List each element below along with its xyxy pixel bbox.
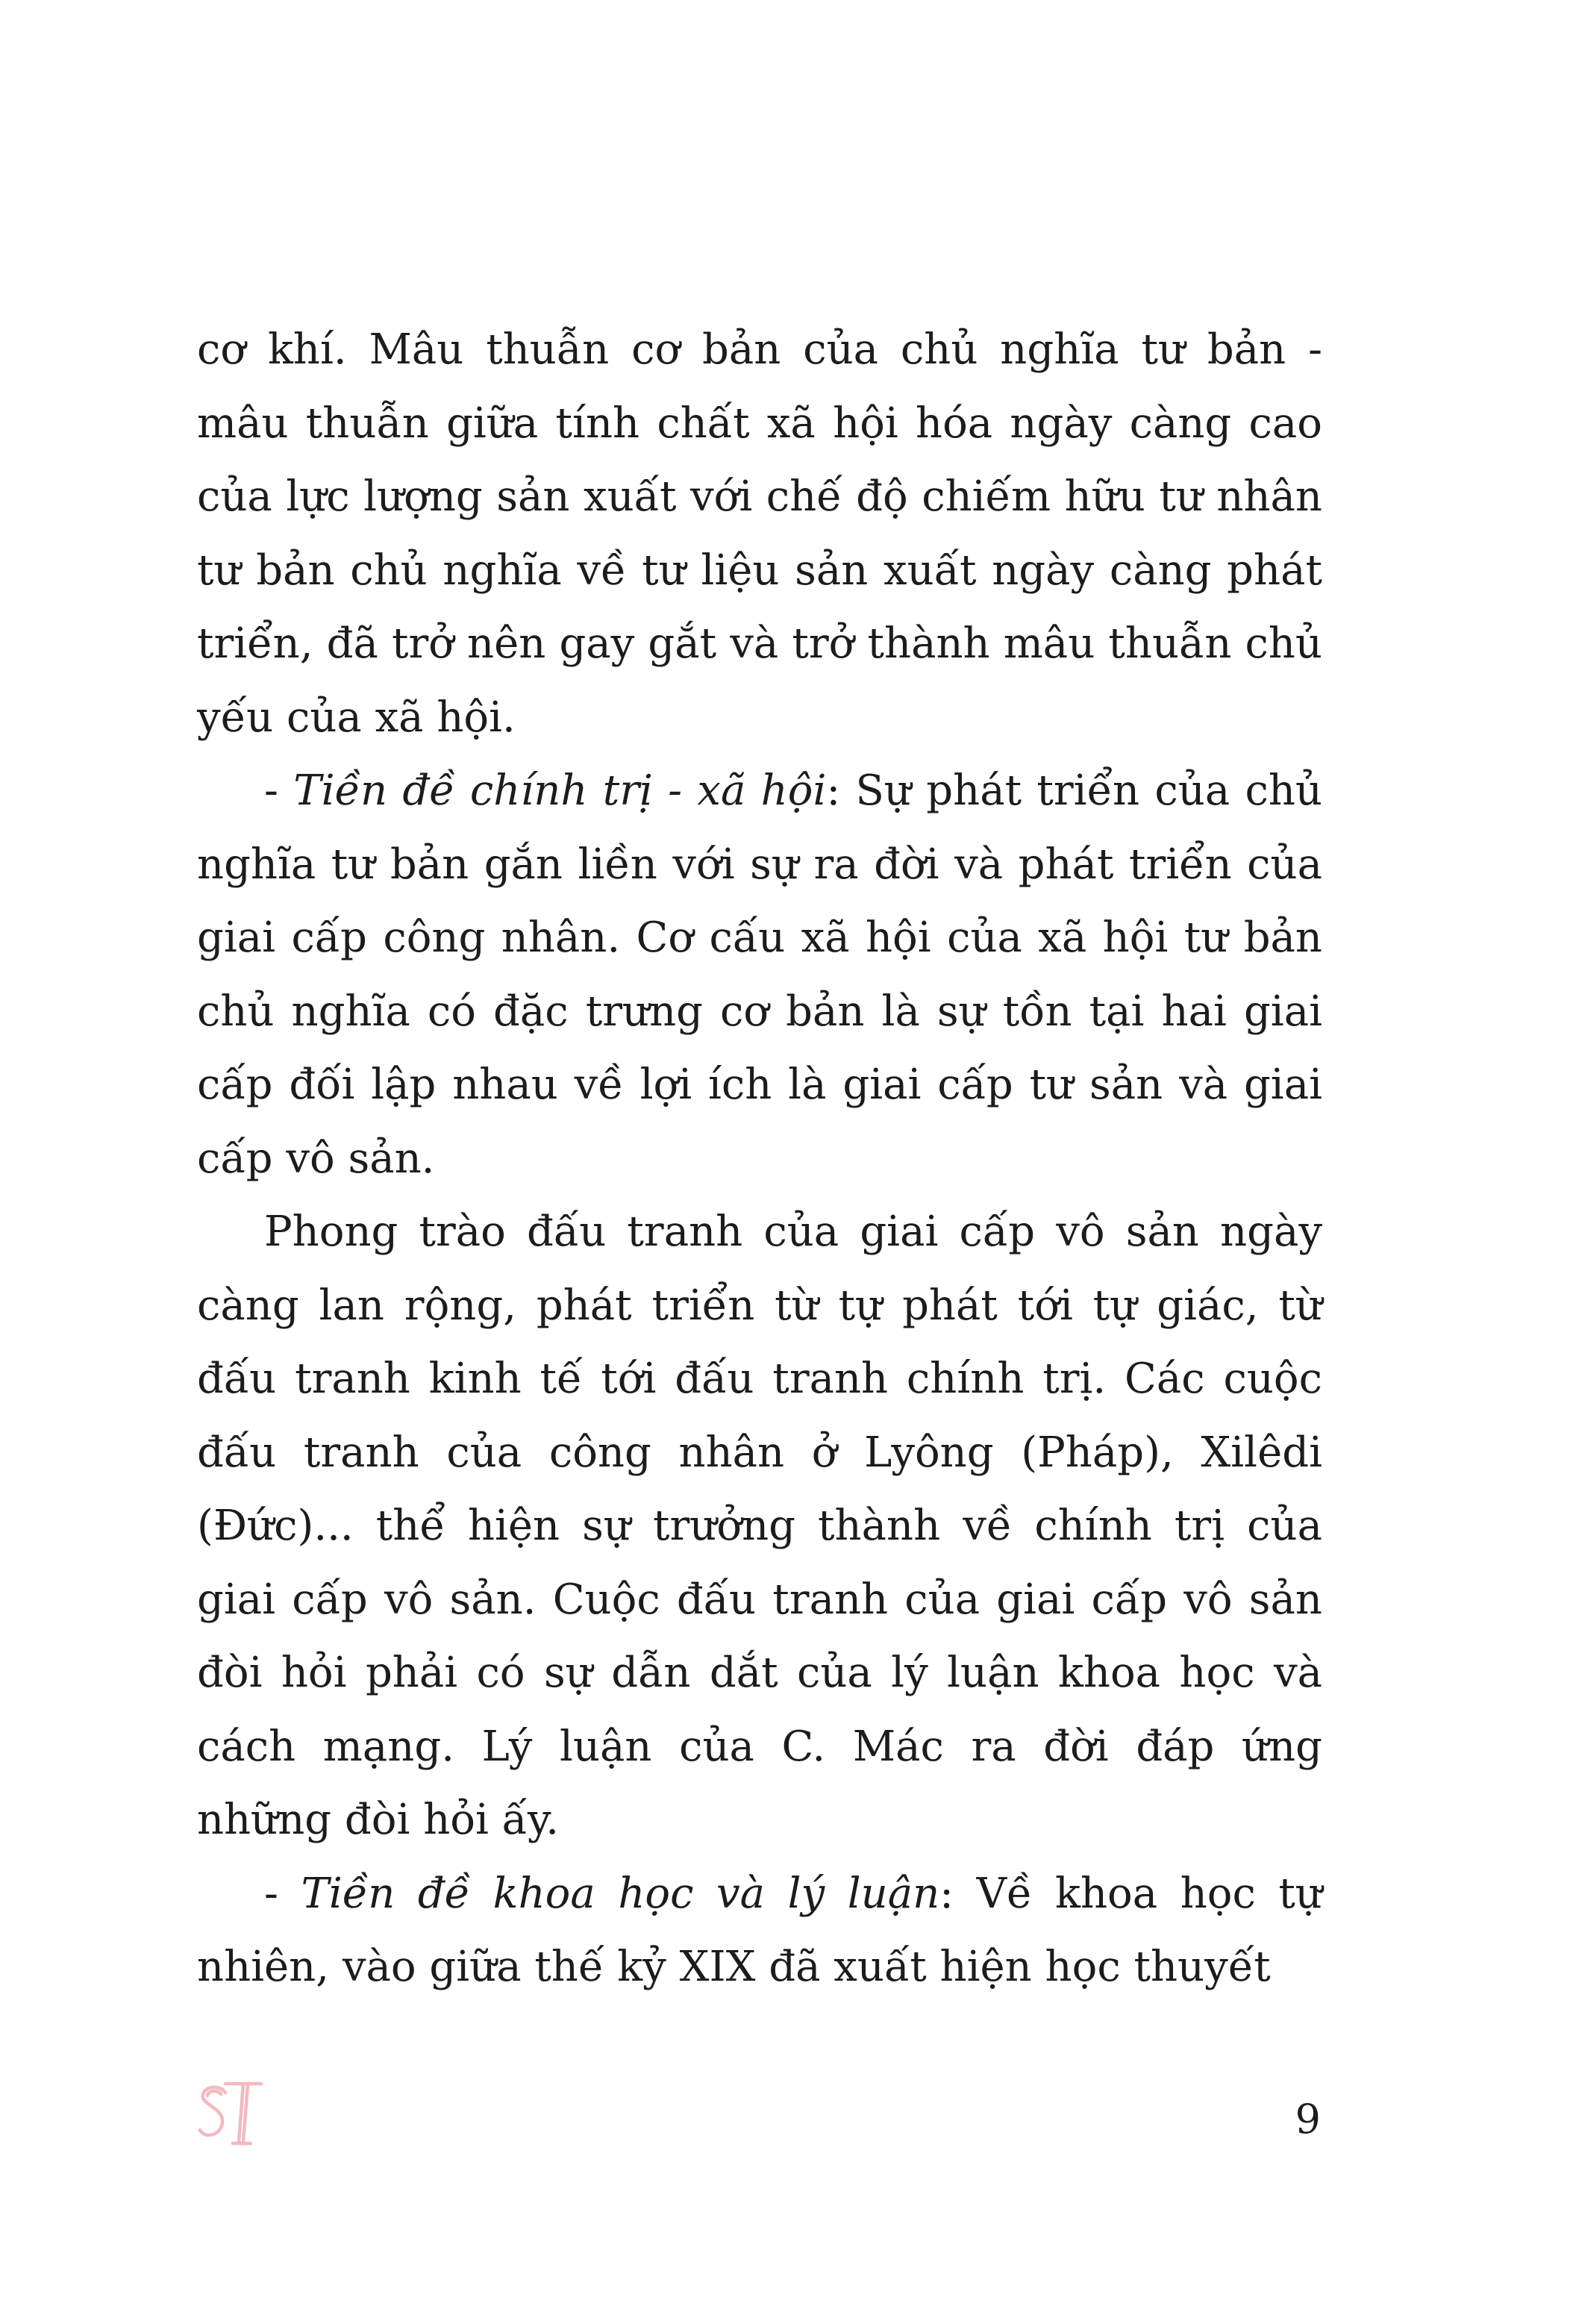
page-number: 9 xyxy=(1295,2096,1321,2143)
paragraph-1 xyxy=(197,313,1322,755)
paragraph-2 xyxy=(197,755,1322,1196)
paragraph-2-dash: - xyxy=(264,766,294,815)
paragraph-4-dash: - xyxy=(264,1869,301,1918)
section-heading-science-theory: Tiền đề khoa học và lý luận xyxy=(301,1869,940,1918)
paragraph-1-text: cơ khí. Mâu thuẫn cơ bản của chủ nghĩa tư bản - mâu thuẫn giữa tính chất xã hội hóa ngày càng cao của lực lượng sản xuất với chế độ chiếm hữu tư nhân tư bản chủ nghĩa về tư liệu sản xuất ngày càng phát triển, đã trở nên gay gắt và trở thành mâu thuẫn chủ yếu của xã hội. xyxy=(197,325,1322,742)
paragraph-3-text: Phong trào đấu tranh của giai cấp vô sản ngày càng lan rộng, phát triển từ tự phát tới tự giác, từ đấu tranh kinh tế tới đấu tranh chính trị. Các cuộc đấu tranh của công nhân ở Lyông (Pháp), Xilêdi (Đức)... thể hiện sự trưởng thành về chính trị của giai cấp vô sản. Cuộc đấu tranh của giai cấp vô sản đòi hỏi phải có sự dẫn dắt của lý luận khoa học và cách mạng. Lý luận của C. Mác ra đời đáp ứng những đòi hỏi ấy. xyxy=(197,1208,1322,1844)
section-heading-political-social: Tiền đề chính trị - xã hội xyxy=(293,766,827,815)
paragraph-4-text: : Về khoa học tự nhiên, vào giữa thế kỷ XIX đã xuất hiện học thuyết xyxy=(197,1869,1322,1991)
paragraph-2-text: : Sự phát triển của chủ nghĩa tư bản gắn liền với sự ra đời và phát triển của giai cấp công nhân. Cơ cấu xã hội của xã hội tư bản chủ nghĩa có đặc trưng cơ bản là sự tồn tại hai giai cấp đối lập nhau về lợi ích là giai cấp tư sản và giai cấp vô sản. xyxy=(197,766,1323,1183)
paragraph-3 xyxy=(197,1196,1322,1858)
body-text xyxy=(197,313,1322,2005)
paragraph-4 xyxy=(197,1858,1322,2005)
publisher-logo xyxy=(196,2076,264,2151)
